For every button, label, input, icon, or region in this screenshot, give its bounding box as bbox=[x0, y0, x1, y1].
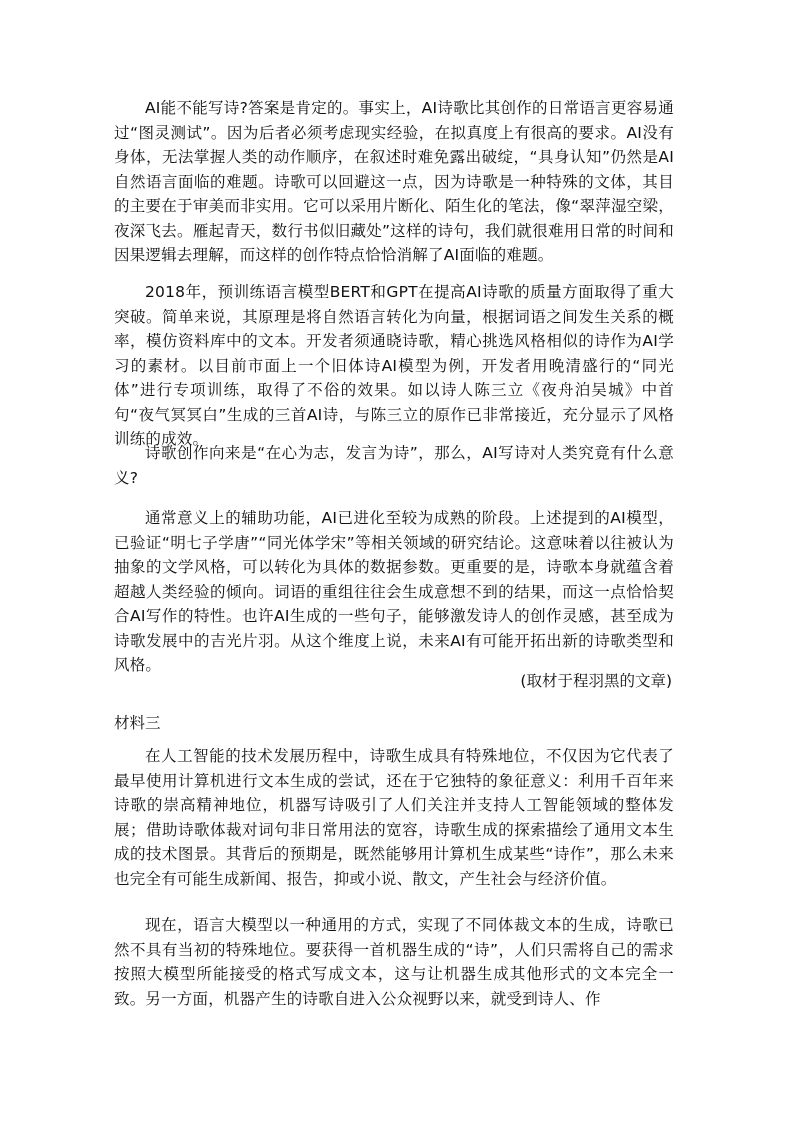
paragraph-question: 诗歌创作向来是“在心为志，发言为诗”，那么，AI写诗对人类究竟有什么意义? bbox=[114, 444, 674, 487]
paragraph-bert-gpt: 2018年，预训练语言模型BERT和GPT在提高AI诗歌的质量方面取得了重大突破。简单来说，其原理是将自然语言转化为向量，根据词语之间发生关系的概率，模仿资料库中的文本。开发者须通晓诗歌，精心挑选风格相似的诗作为AI学习的素材。以目前市面上一个旧体诗AI模型为例，开发者用晚清盛行的“同光体”进行专项训练，取得了不俗的效果。如以诗人陈三立《夜舟泊吴城》中首句“夜气冥冥白”生成的三首AI诗，与陈三立的原作已非常接近，充分显示了风格训练的成效。 bbox=[114, 283, 674, 448]
paragraph-ai-poetry-turing: AI能不能写诗?答案是肯定的。事实上，AI诗歌比其创作的日常语言更容易通过“图灵测试”。因为后者必须考虑现实经验，在拟真度上有很高的要求。AI没有身体，无法掌握人类的动作顺序，在叙述时难免露出破绽，“具身认知”仍然是AI自然语言面临的难题。诗歌可以回避这一点，因为诗歌是一种特殊的文体，其目的主要在于审美而非实用。它可以采用片断化、陌生化的笔法，像“翠萍湿空梁，夜深飞去。雁起青天，数行书似旧藏处”这样的诗句，我们就很难用日常的时间和因果逻辑去理解，而这样的创作特点恰恰消解了AI面临的难题。 bbox=[114, 99, 674, 264]
section-title-material-3: 材料三 bbox=[114, 714, 161, 732]
paragraph-auxiliary-function: 通常意义上的辅助功能，AI已进化至较为成熟的阶段。上述提到的AI模型，已验证“明七子学唐”“同光体学宋”等相关领域的研究结论。这意味着以往被认为抽象的文学风格，可以转化为具体的数据参数。更重要的是，诗歌本身就蕴含着超越人类经验的倾向。词语的重组往往会生成意想不到的结果，而这一点恰恰契合AI写作的特性。也许AI生成的一些句子，能够激发诗人的创作灵感，甚至成为诗歌发展中的吉光片羽。从这个维度上说，未来AI有可能开拓出新的诗歌类型和风格。 bbox=[114, 509, 674, 674]
source-attribution: (取材于程羽黑的文章) bbox=[520, 672, 672, 690]
paragraph-large-language-models: 现在，语言大模型以一种通用的方式，实现了不同体裁文本的生成，诗歌已然不具有当初的特殊地位。要获得一首机器生成的“诗”，人们只需将自己的需求按照大模型所能接受的格式写成文本，这与让机器生成其他形式的文本完全一致。另一方面，机器产生的诗歌自进入公众视野以来，就受到诗人、作 bbox=[114, 916, 674, 1008]
paragraph-poetry-generation-history: 在人工智能的技术发展历程中，诗歌生成具有特殊地位，不仅因为它代表了最早使用计算机进行文本生成的尝试，还在于它独特的象征意义：利用千百年来诗歌的崇高精神地位，机器写诗吸引了人们关注并支持人工智能领域的整体发展；借助诗歌体裁对词句非日常用法的宽容，诗歌生成的探索描绘了通用文本生成的技术图景。其背后的预期是，既然能够用计算机生成某些“诗作”，那么未来也完全有可能生成新闻、报告，抑或小说、散文，产生社会与经济价值。 bbox=[114, 747, 674, 888]
